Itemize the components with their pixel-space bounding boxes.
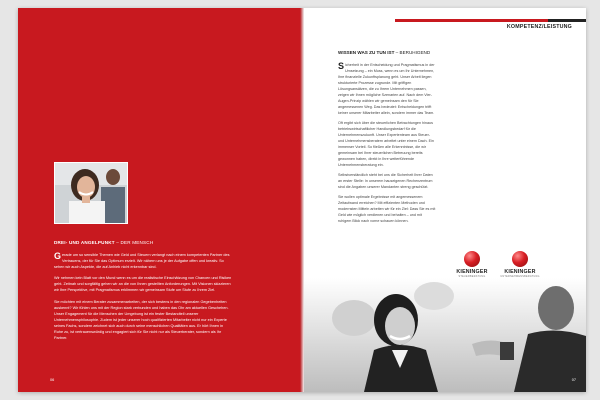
left-dropcap: G: [54, 251, 62, 261]
business-meeting-photo: [304, 278, 586, 392]
logo-ball-icon: [512, 251, 528, 267]
page-number-right: 07: [571, 378, 576, 382]
page-number-left: 06: [50, 378, 55, 382]
header-rule-dark: [548, 19, 586, 22]
header-rule-red: [395, 19, 555, 22]
left-paragraph-3: Sie möchten mit einem Berater zusammenarbeiten, der sich bestens in den regionalen Gegebenheiten auskennt? Wir fühlen uns mit der Region stark verbunden und haben das Ohr am aktuellen Geschehen. Unser Engagement für die Menschen der Umgebung ist ein fester Bestandteil unserer Unternehmensphilosophie. Zudem ist jeder unserer hoch qualifizierten Mitarbeiter nicht nur ein Experte seines Fachs, sondern zeichnet sich auch durch seine menschlichen Qualitäten aus. Er hört Ihnen in Ruhe zu, ist vertrauenswürdig und engagiert sich für Sie nicht nur als Steuerberater, sondern als Ihr Partner.: [54, 299, 229, 341]
logo-name: KIENINGER: [456, 269, 488, 275]
left-paragraph-2: Wir nehmen kein Blatt vor den Mund wenn es um die realistische Einschätzung von Chancen und Risiken geht. Zeitnah und sorgfältig gehen wir an die von Ihnen gestellten Anforderungen. Mit Visionen skizzieren wir Ihre Perspektive, mit Pragmatismus erklimmen wir gemeinsam Stufe um Stufe zu Ihrem Ziel.: [54, 276, 232, 293]
right-paragraph-1-text: icherheit in der Entscheidung und Pragmatismus in der Umsetzung – ein Muss, wenn es um Ihr Unternehmen, Ihre finanzielle Zukunftsplanung geht. Unser Arbeit liegen strukturierte Prozesse zugrunde. Mit griffigen Lösungsansätzen, die zu Ihrem Unternehmen passen, zeigen wir Ihnen mögliche Szenarien auf. Nach dem Vier-Augen-Prinzip wählen wir gemeinsam den für Sie angemessenen Weg. Das bedeutet: Entscheidungen trifft keiner unserer Mitarbeiter allein, sondern immer das Team.: [338, 63, 435, 115]
right-heading: [338, 50, 430, 55]
brochure-spread: [18, 8, 586, 392]
logo-unternehmensberatung: [500, 251, 540, 278]
logo-steuerberatung: [452, 251, 492, 278]
left-heading-main: DREI- UND ANGELPUNKT: [54, 240, 115, 245]
left-page: [18, 8, 300, 392]
left-body-text: [54, 252, 232, 346]
left-heading-sub: – DER MENSCH: [114, 240, 154, 245]
right-body-text: [338, 62, 436, 228]
logo-tag: STEUERBERATUNG: [458, 275, 486, 278]
right-page: [304, 8, 586, 392]
right-heading-main: WISSEN WAS ZU TUN IST: [338, 50, 395, 55]
logo-ball-icon: [464, 251, 480, 267]
right-heading-sub: – BERUHIGEND: [394, 50, 431, 55]
left-paragraph-1-text: erade um so sensible Themen wie Geld und Steuern verlangt nach einem kompetenten Partner des Vertrauens, der für Sie das Optimum erzielt. Wir nähern uns je der Aufgabe offen und kreativ. So sehen wir auch Aspekte, die auf Anhieb nicht erkennbar sind.: [54, 253, 230, 270]
left-paragraph-1: [54, 252, 232, 270]
logo-name: KIENINGER: [504, 269, 536, 275]
left-heading: [54, 240, 153, 245]
right-paragraph-4: Sie wollen optimale Ergebnisse mit angemessenem Zeitaufwand erreichen? Mit effizienten Methoden und modernsten Mitteln arbeiten wir für ein Ziel: Dass Sie es mit Geld wie möglich verdienen und behalten – und mit ruhigem Blick nach vorne schauen können.: [338, 195, 436, 223]
right-paragraph-1: [338, 62, 436, 116]
portrait-photo: [54, 162, 128, 224]
right-dropcap: S: [338, 61, 345, 71]
right-paragraph-3: Selbstverständlich steht bei uns die Sicherheit Ihrer Daten an erster Stelle: In unserem hauseigenen Rechenzentrum sind die Angaben unserer Mandanten streng geschützt.: [338, 173, 433, 189]
right-paragraph-2: Oft ergibt sich über die steuerlichen Betrachtungen hinaus betriebswirtschaftlicher Handlungsbedarf für die Unternehmenszukunft. Unser Expertenteam aus Steuer- und Unternehmensberatern arbeitet unter einem Dach. Ein immenser Vorteil. So fließen alle Erkenntnisse, die wir gemeinsam bei Ihrer steuerlichen Betreuung bereits gewonnen haben, direkt in Ihre weiterführende Unternehmensberatung ein.: [338, 121, 434, 167]
section-label: KOMPETENZ/LEISTUNG: [506, 24, 572, 30]
logo-tag: UNTERNEHMENSBERATUNG: [500, 275, 540, 278]
